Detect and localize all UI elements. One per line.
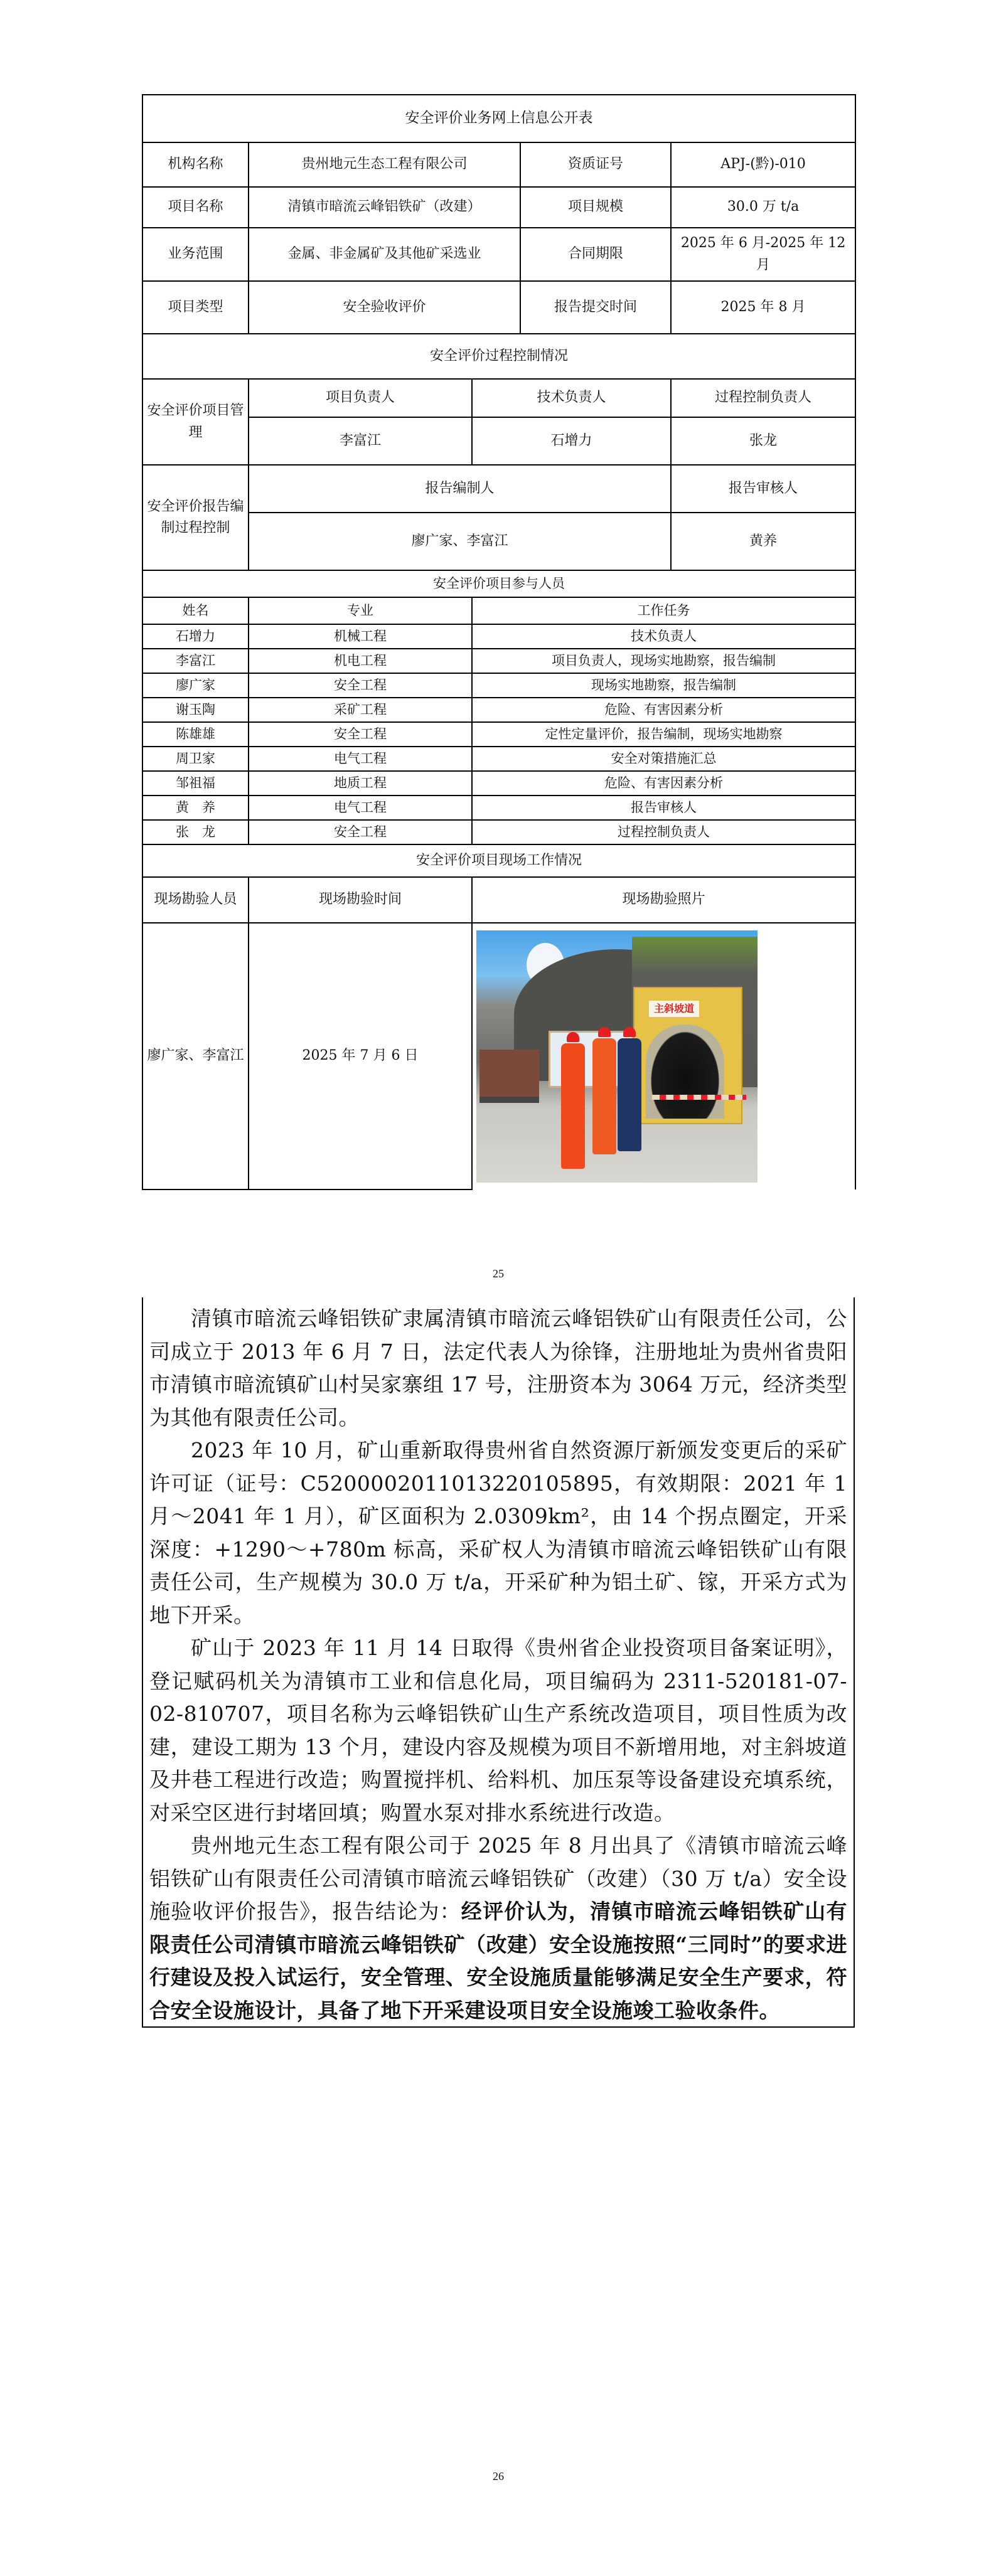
- contract-period: 2025 年 6 月-2025 年 12 月: [671, 228, 855, 281]
- report-process-label: 安全评价报告编制过程控制: [142, 465, 249, 570]
- reviewer: 黄养: [671, 513, 855, 570]
- participant-name: 邹祖福: [142, 771, 249, 796]
- helmet-icon: [567, 1032, 579, 1042]
- page-number-26: 26: [493, 2470, 504, 2483]
- table-row: [142, 747, 855, 771]
- participant-task: 危险、有害因素分析: [472, 698, 855, 722]
- table-row: [142, 698, 855, 722]
- cert-no: APJ-(黔)-010: [671, 142, 855, 187]
- participant-name: 张 龙: [142, 820, 249, 844]
- participant-name: 陈雄雄: [142, 722, 249, 747]
- tech-lead-label: 技术负责人: [472, 379, 671, 417]
- table-row: [142, 673, 855, 698]
- project-scale: 30.0 万 t/a: [671, 187, 855, 228]
- participant-major: 安全工程: [249, 673, 472, 698]
- participant-name: 廖广家: [142, 673, 249, 698]
- participant-task: 过程控制负责人: [472, 820, 855, 844]
- process-control-title: 安全评价过程控制情况: [142, 334, 855, 379]
- participant-major: 电气工程: [249, 747, 472, 771]
- site-staff: 廖广家、李富江: [142, 923, 249, 1190]
- photo-portal-sign: 主斜坡道: [649, 1001, 699, 1017]
- participant-task: 安全对策措施汇总: [472, 747, 855, 771]
- site-time: 2025 年 7 月 6 日: [249, 923, 472, 1190]
- project-type-label: 项目类型: [142, 281, 249, 334]
- header-name: 姓名: [142, 597, 249, 624]
- participant-task: 现场实地勘察，报告编制: [472, 673, 855, 698]
- site-work-title: 安全评价项目现场工作情况: [142, 844, 855, 877]
- participant-task: 报告审核人: [472, 796, 855, 820]
- participant-name: 石增力: [142, 624, 249, 649]
- participant-task: 危险、有害因素分析: [472, 771, 855, 796]
- photo-tunnel-entrance: [646, 1025, 724, 1119]
- participant-task: 项目负责人，现场实地勘察，报告编制: [472, 649, 855, 673]
- tech-lead: 石增力: [472, 417, 671, 465]
- paragraph-project-filing: 矿山于 2023 年 11 月 14 日取得《贵州省企业投资项目备案证明》，登记赋码机关为清镇市工业和信息化局，项目编码为 2311-520181-07-02-810707，项目名称为云峰铝铁矿山生产系统改造项目，项目性质为改建，建设工期为 13 个月，建设内容及规模为项目不新增用地，对主斜坡道及井巷工程进行改造；购置搅拌机、给料机、加压泵等设备建设充填系统，对采空区进行封堵回填；购置水泵对排水系统进行改造。: [149, 1636, 847, 1825]
- table-row: [142, 624, 855, 649]
- participant-name: 黄 养: [142, 796, 249, 820]
- site-photo-cell: [472, 923, 855, 1190]
- project-scale-label: 项目规模: [520, 187, 671, 228]
- site-staff-label: 现场勘验人员: [142, 877, 249, 923]
- paragraph-company: 清镇市暗流云峰铝铁矿隶属清镇市暗流云峰铝铁矿山有限责任公司，公司成立于 2013 年 6 月 7 日，法定代表人为徐锋，注册地址为贵州省贵阳市清镇市暗流镇矿山村吴家寨组 17 号，注册资本为 3064 万元，经济类型为其他有限责任公司。: [149, 1306, 847, 1430]
- table-row: [142, 771, 855, 796]
- site-photo-label: 现场勘验照片: [472, 877, 855, 923]
- report-date: 2025 年 8 月: [671, 281, 855, 334]
- participant-major: 采矿工程: [249, 698, 472, 722]
- project-lead: 李富江: [249, 417, 472, 465]
- project-type: 安全验收评价: [249, 281, 520, 334]
- participant-major: 安全工程: [249, 820, 472, 844]
- site-time-label: 现场勘验时间: [249, 877, 472, 923]
- photo-person-1: [561, 1043, 585, 1169]
- participant-name: 谢玉陶: [142, 698, 249, 722]
- participant-major: 安全工程: [249, 722, 472, 747]
- project-name-label: 项目名称: [142, 187, 249, 228]
- contract-period-label: 合同期限: [520, 228, 671, 281]
- business-scope-label: 业务范围: [142, 228, 249, 281]
- photo-truck: [479, 1050, 539, 1103]
- participant-name: 李富江: [142, 649, 249, 673]
- compiler-label: 报告编制人: [249, 465, 671, 513]
- org-name-label: 机构名称: [142, 142, 249, 187]
- photo-person-3: [618, 1038, 641, 1151]
- project-name: 清镇市暗流云峰铝铁矿（改建）: [249, 187, 520, 228]
- helmet-icon: [623, 1027, 636, 1037]
- table-row: [142, 649, 855, 673]
- page-number-25: 25: [493, 1267, 504, 1280]
- reviewer-label: 报告审核人: [671, 465, 855, 513]
- report-date-label: 报告提交时间: [520, 281, 671, 334]
- site-inspection-photo: [476, 930, 758, 1183]
- process-lead: 张龙: [671, 417, 855, 465]
- paragraph-mining-license: 2023 年 10 月，矿山重新取得贵州省自然资源厅新颁发变更后的采矿许可证（证号：C5200002011013220105895，有效期限：2021 年 1 月～2041 年 1 月），矿区面积为 2.0309km²，由 14 个拐点圈定，开采深度：+1290～+780m 标高，采矿权人为清镇市暗流云峰铝铁矿山有限责任公司，生产规模为 30.0 万 t/a，开采矿种为铝土矿、镓，开采方式为地下开采。: [149, 1438, 847, 1627]
- info-disclosure-table: [142, 94, 856, 1190]
- management-label: 安全评价项目管理: [142, 379, 249, 465]
- participant-major: 电气工程: [249, 796, 472, 820]
- participant-name: 周卫家: [142, 747, 249, 771]
- table-row: [142, 796, 855, 820]
- helmet-icon: [598, 1027, 611, 1037]
- photo-person-2: [592, 1038, 616, 1154]
- conclusion-text: 经评价认为，清镇市暗流云峰铝铁矿山有限责任公司清镇市暗流云峰铝铁矿（改建）安全设施按照“三同时”的要求进行建设及投入试运行，安全管理、安全设施质量能够满足安全生产要求，符合安全设施设计，具备了地下开采建设项目安全设施竣工验收条件。: [149, 1899, 847, 2023]
- conclusion-intro: 贵州地元生态工程有限公司于 2025 年 8 月出具了《清镇市暗流云峰铝铁矿山有限责任公司清镇市暗流云峰铝铁矿（改建）（30 万 t/a）安全设施验收评价报告》，报告结论为：: [149, 1833, 847, 1924]
- paragraph-conclusion: [149, 1829, 847, 2027]
- project-lead-label: 项目负责人: [249, 379, 472, 417]
- participant-task: 技术负责人: [472, 624, 855, 649]
- photo-barrier: [652, 1095, 746, 1100]
- org-name: 贵州地元生态工程有限公司: [249, 142, 520, 187]
- compilers: 廖广家、李富江: [249, 513, 671, 570]
- table-row: [142, 820, 855, 844]
- participant-major: 机械工程: [249, 624, 472, 649]
- participant-major: 机电工程: [249, 649, 472, 673]
- participants-title: 安全评价项目参与人员: [142, 570, 855, 597]
- header-major: 专业: [249, 597, 472, 624]
- process-lead-label: 过程控制负责人: [671, 379, 855, 417]
- table-title: 安全评价业务网上信息公开表: [142, 95, 855, 142]
- project-overview-box: [142, 1297, 855, 2028]
- participant-task: 定性定量评价，报告编制，现场实地勘察: [472, 722, 855, 747]
- header-task: 工作任务: [472, 597, 855, 624]
- cert-label: 资质证号: [520, 142, 671, 187]
- business-scope: 金属、非金属矿及其他矿采选业: [249, 228, 520, 281]
- participant-major: 地质工程: [249, 771, 472, 796]
- table-row: [142, 722, 855, 747]
